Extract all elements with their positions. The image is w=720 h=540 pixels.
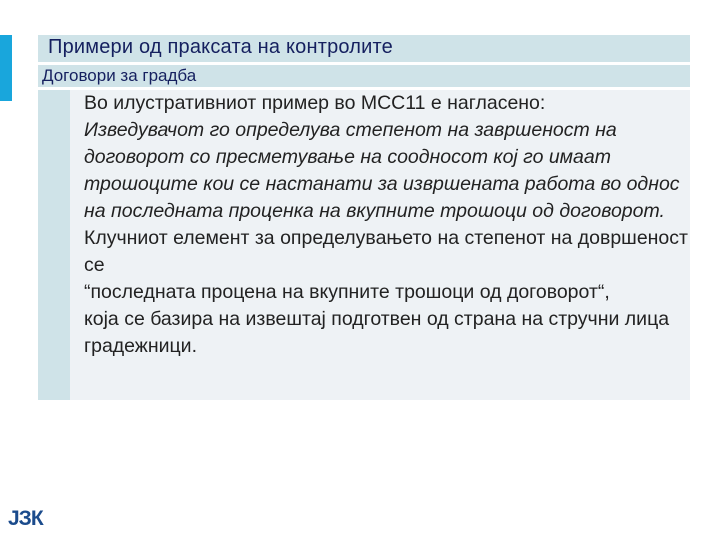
accent-bar	[0, 35, 12, 101]
slide-subtitle: Договори за градба	[42, 66, 197, 85]
paragraph-estimate: “последната процена на вкупните трошоци од договорот“,	[84, 281, 610, 303]
logo	[8, 507, 60, 533]
paragraph-quote: Изведувачот го определува степенот на завршеност на договорот со пресметување на соодносот кој го имаат трошоците кои се настанати за извршената работа во однос на последната проценка на вкупните трошоци од договорот.	[84, 119, 680, 222]
logo-text: ЈЗК	[8, 507, 43, 530]
paragraph-intro: Во илустративниот пример во МСС11 е нагласено:	[84, 92, 546, 114]
paragraph-key-element: Клучниот елемент за определувањето на степенот на довршеност се	[84, 227, 688, 276]
slide-title: Примери од праксата на контролите	[48, 36, 393, 58]
slide-body	[84, 90, 688, 360]
left-band	[38, 90, 70, 400]
paragraph-report: која се базира на извештај подготвен од страна на стручни лица градежници.	[84, 308, 670, 357]
subtitle-band	[38, 65, 690, 87]
title-band	[38, 35, 690, 62]
content-panel	[70, 90, 690, 400]
